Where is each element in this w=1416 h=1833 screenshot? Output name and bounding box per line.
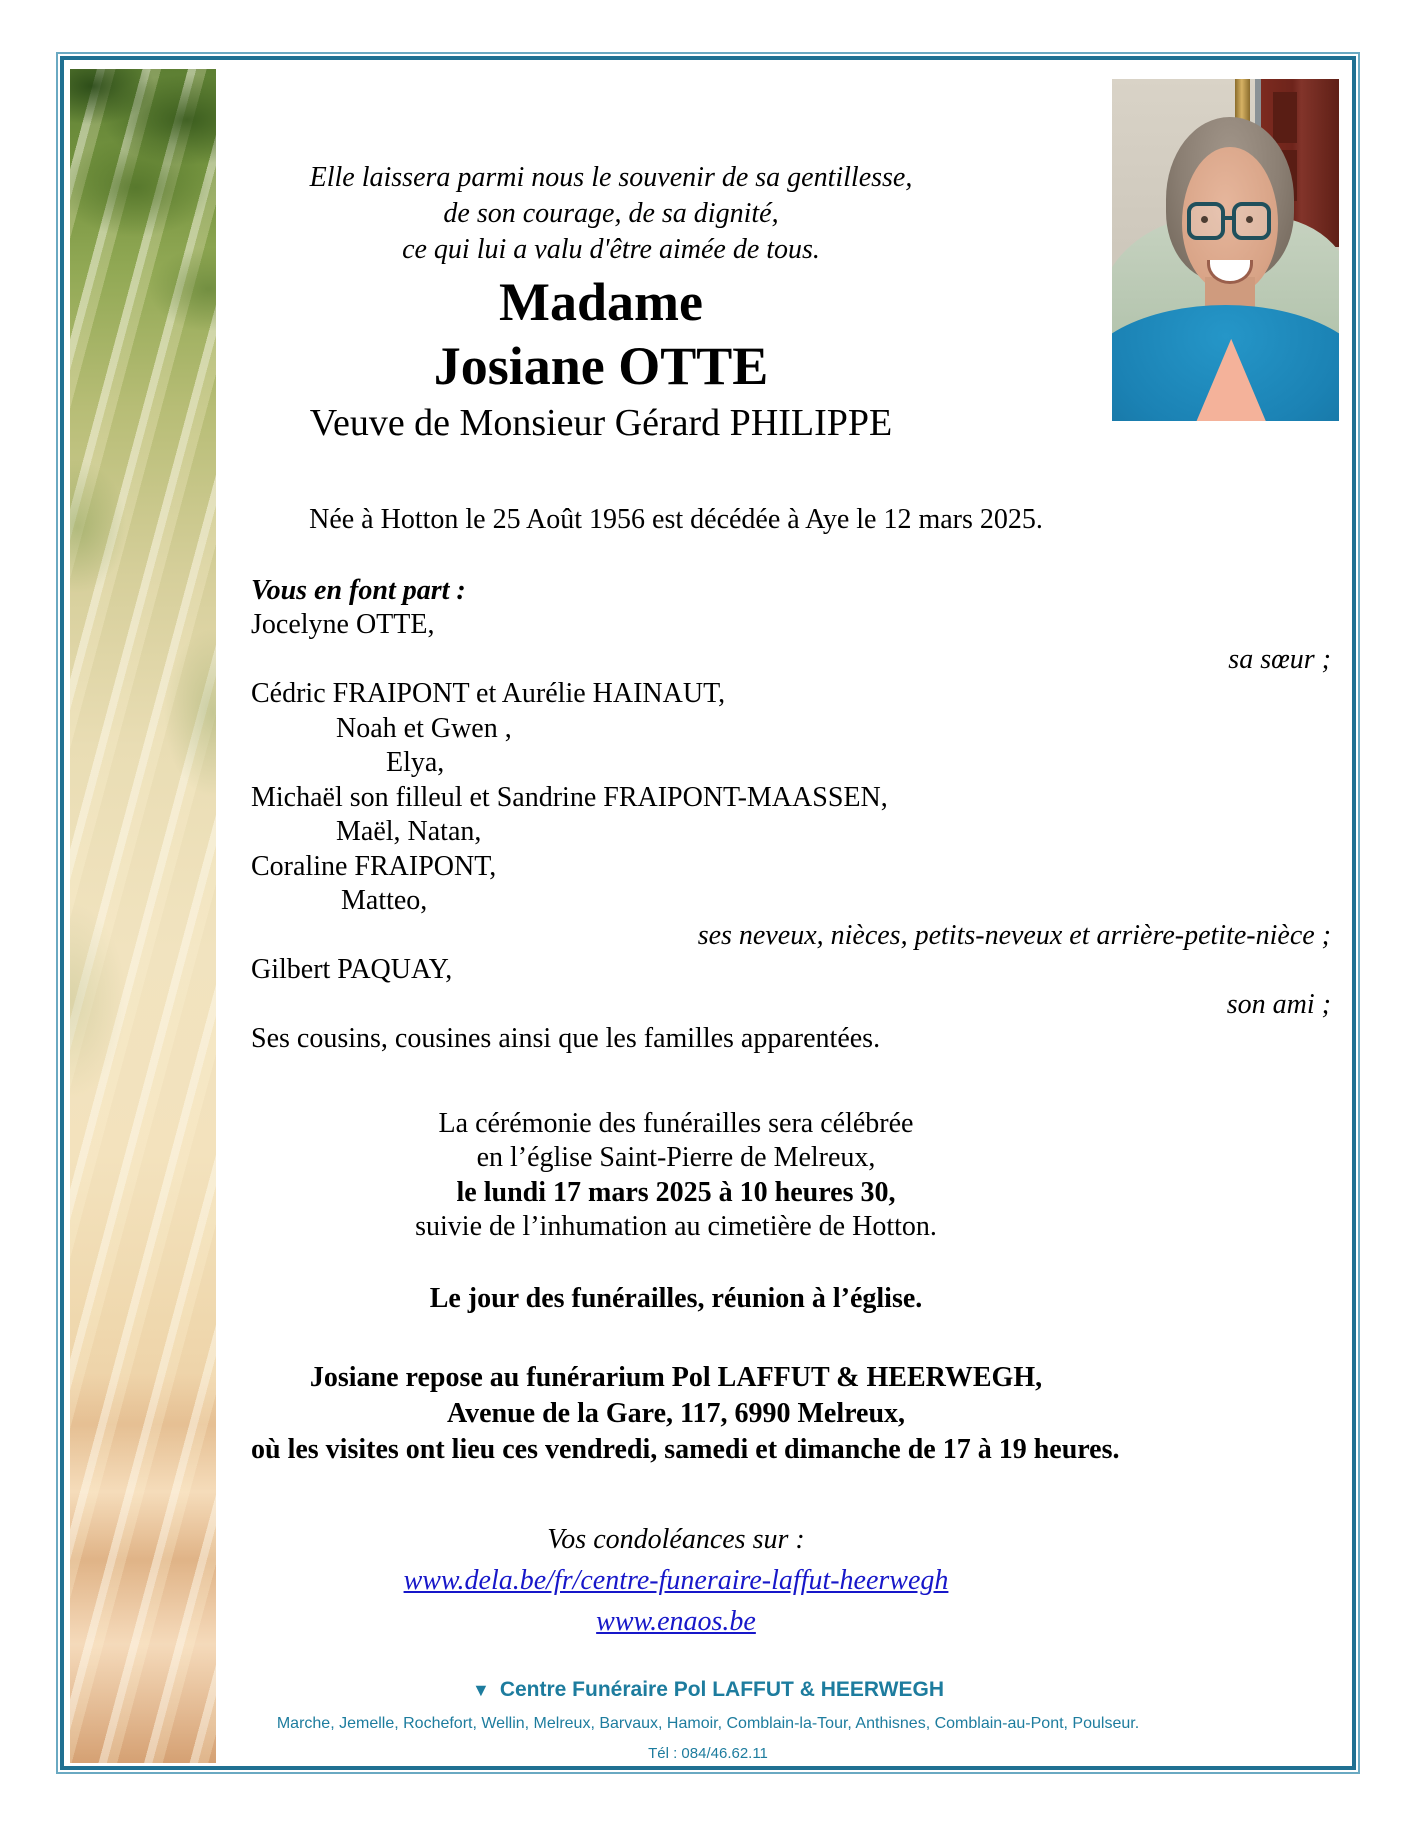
ceremony-line-4: suivie de l’inhumation au cimetière de Hotton. — [415, 1211, 937, 1242]
funeral-home-name-line — [64, 1676, 1352, 1704]
family-line: Gilbert PAQUAY, — [251, 954, 453, 985]
condolences-link-enaos[interactable]: www.enaos.be — [596, 1606, 756, 1637]
family-line: Coraline FRAIPONT, — [251, 850, 497, 882]
family-line: Elya, — [386, 747, 445, 778]
ceremony-line-1: La cérémonie des funérailles sera célébrée — [438, 1107, 914, 1139]
repose-line-2: Avenue de la Gare, 117, 6990 Melreux, — [446, 1398, 906, 1429]
family-line: Cédric FRAIPONT et Aurélie HAINAUT, — [251, 678, 726, 709]
condolences-heading: Vos condoléances sur : — [547, 1524, 805, 1555]
announcement-heading: Vous en font part : — [251, 574, 466, 606]
deceased-name: Josiane OTTE — [433, 336, 769, 396]
family-line: Maël, Natan, — [336, 816, 482, 847]
family-line: Michaël son filleul et Sandrine FRAIPONT-MAASSEN, — [251, 781, 888, 813]
relation-line: ses neveux, nièces, petits-neveux et arrière-petite-nièce ; — [697, 919, 1331, 951]
repose-line-1: Josiane repose au funérarium Pol LAFFUT & HEERWEGH, — [309, 1362, 1043, 1393]
gathering-note — [251, 1282, 1101, 1317]
birth-death-line: Née à Hotton le 25 Août 1956 est décédée à Aye le 12 mars 2025. — [309, 504, 1043, 535]
family-line: Matteo, — [341, 885, 428, 916]
relation-line: sa sœur ; — [1228, 643, 1331, 675]
ceremony-line-2: en l’église Saint-Pierre de Melreux, — [476, 1142, 876, 1173]
funeral-home-footer — [64, 1676, 1352, 1764]
page-border-frame-inner — [60, 56, 1356, 1770]
condolences-section — [251, 1520, 1101, 1642]
forest-path-side-image — [70, 69, 216, 1763]
quote-line-3: ce qui lui a valu d'être aimée de tous. — [402, 234, 820, 265]
page-border-frame — [56, 52, 1360, 1774]
funeral-home-visits — [251, 1360, 1120, 1468]
relation-line: son ami ; — [1226, 988, 1331, 1020]
obituary-text-column — [251, 60, 1331, 1642]
condolences-link-dela[interactable]: www.dela.be/fr/centre-funeraire-laffut-heerwegh — [403, 1565, 949, 1596]
family-line: Ses cousins, cousines ainsi que les familles apparentées. — [251, 1023, 881, 1054]
funeral-home-cities: Marche, Jemelle, Rochefort, Wellin, Melreux, Barvaux, Hamoir, Comblain-la-Tour, Anthisnes, Comblain-au-Pont, Poulseur. — [276, 1715, 1140, 1732]
quote-line-2: de son courage, de sa dignité, — [443, 198, 779, 229]
funeral-home-name: Centre Funéraire Pol LAFFUT & HEERWEGH — [499, 1678, 944, 1701]
memorial-quote — [251, 160, 971, 268]
funeral-home-phone: Tél : 084/46.62.11 — [648, 1745, 768, 1762]
repose-line-3: où les visites ont lieu ces vendredi, samedi et dimanche de 17 à 19 heures. — [251, 1434, 1120, 1465]
ceremony-datetime: le lundi 17 mars 2025 à 10 heures 30, — [456, 1176, 896, 1208]
family-line: Noah et Gwen , — [336, 712, 512, 744]
salutation: Madame — [499, 272, 703, 332]
family-announcement — [251, 574, 1331, 1057]
ceremony-details — [251, 1107, 1101, 1245]
triangle-logo-icon: ▼ — [472, 1680, 490, 1700]
family-line: Jocelyne OTTE, — [251, 609, 435, 640]
quote-line-1: Elle laissera parmi nous le souvenir de sa gentillesse, — [309, 162, 913, 193]
gathering-line: Le jour des funérailles, réunion à l’église. — [429, 1282, 923, 1314]
widow-of-line: Veuve de Monsieur Gérard PHILIPPE — [309, 402, 893, 444]
deceased-title-block — [251, 270, 951, 448]
